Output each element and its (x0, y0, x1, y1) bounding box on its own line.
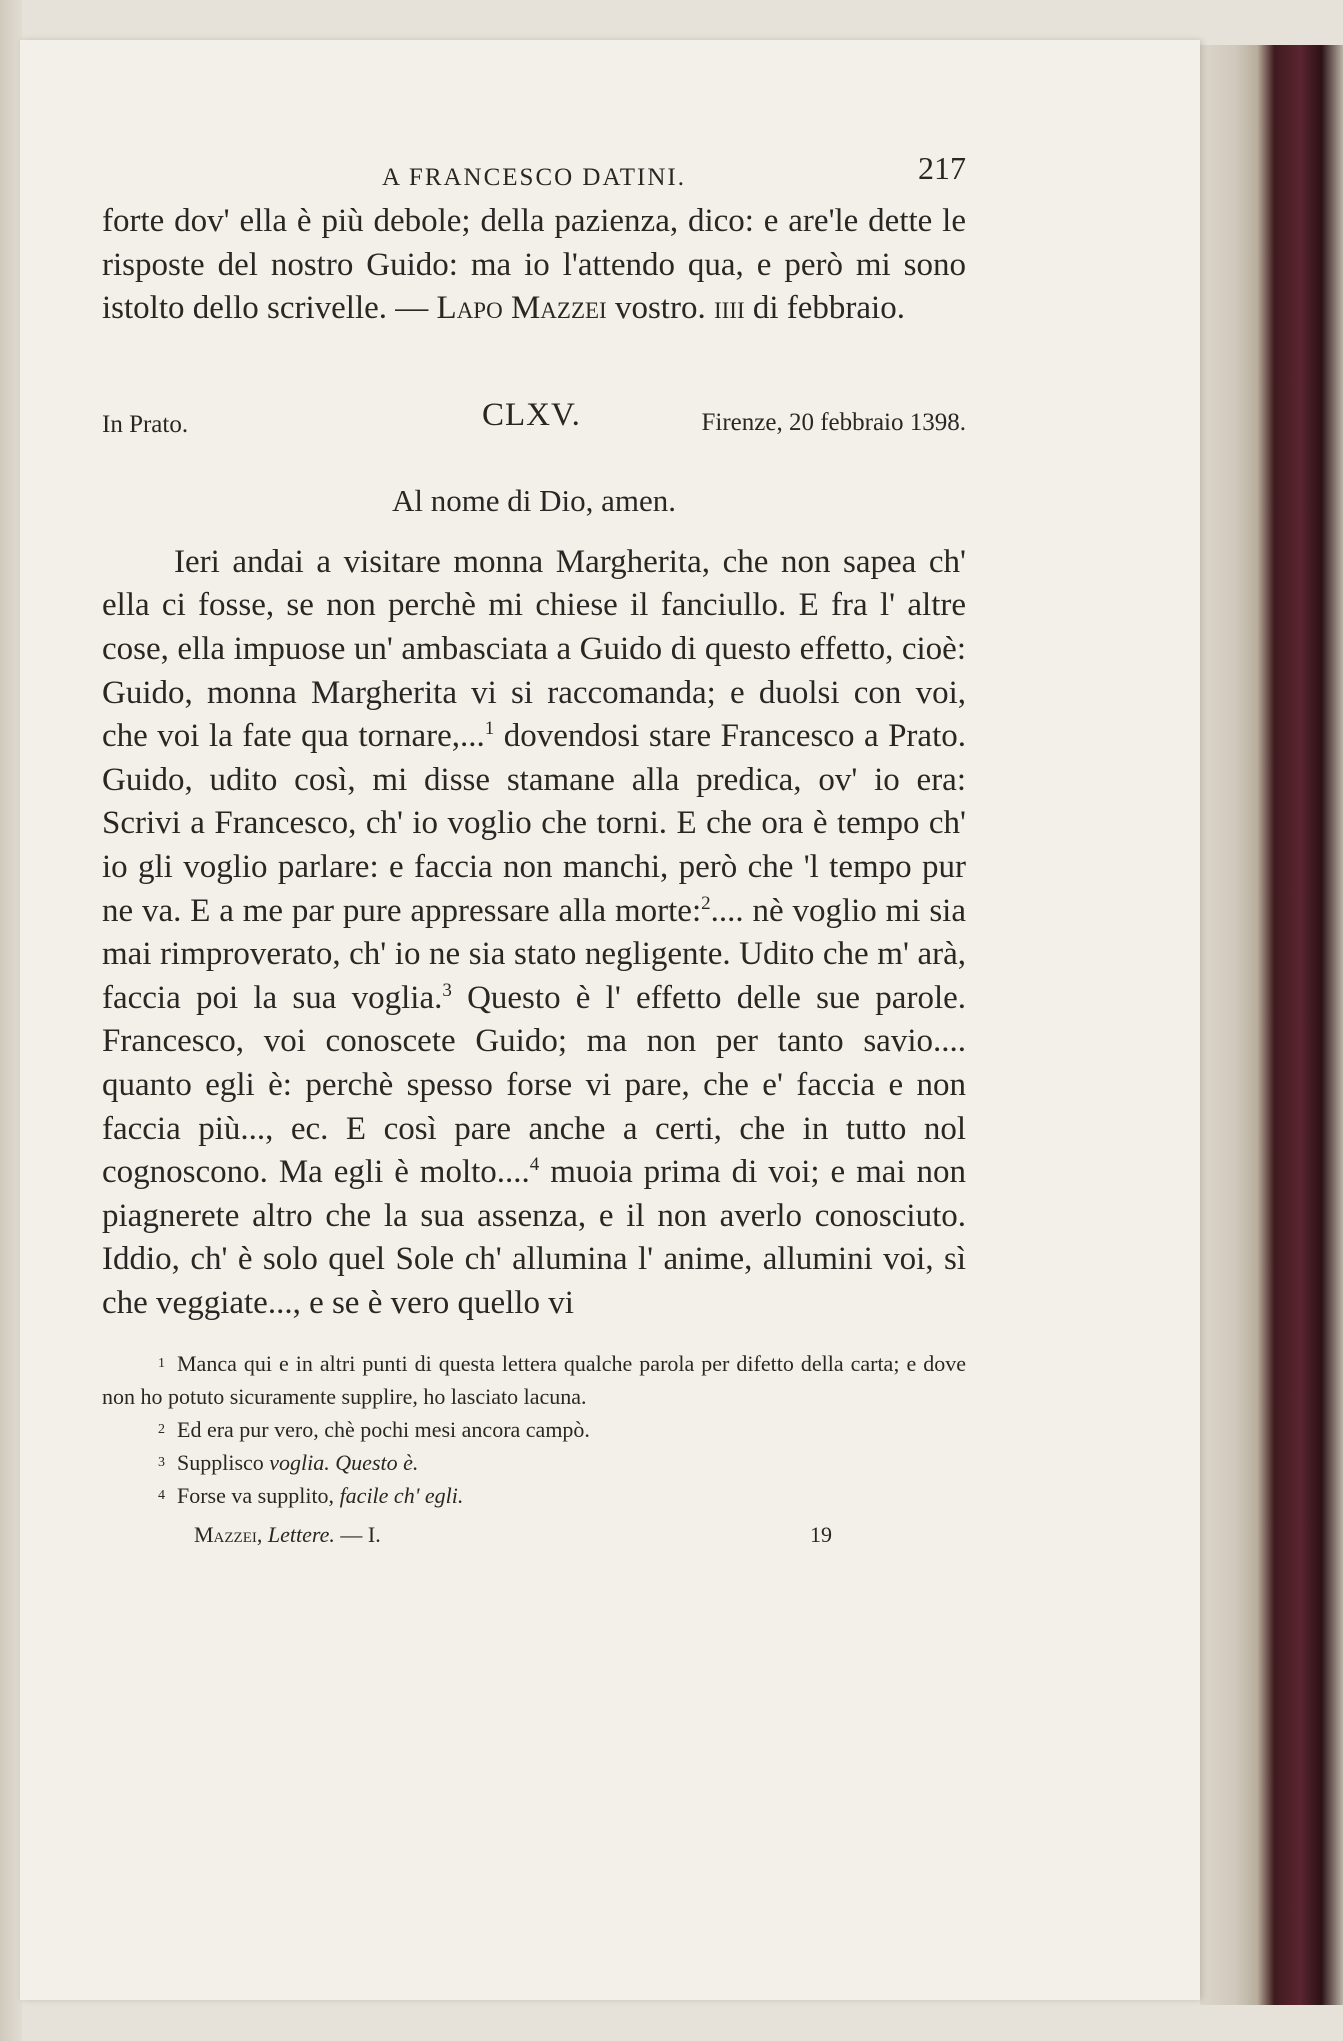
footer-volume: — I. (334, 1522, 381, 1548)
footer-work: Lettere. (267, 1522, 335, 1548)
page-footer (102, 1522, 966, 1562)
footnote-ref-4: 4 (529, 1154, 540, 1176)
footnote-text: Supplisco (177, 1450, 270, 1476)
footnote-italic-text: facile ch' egli. (339, 1483, 464, 1509)
letter-body-text: Ieri andai a visitare monna Margherita, che non sapea ch' ella ci fosse, se non perchè mi chiese il fanciullo. E fra l' altre cose, ella impuose un' ambasciata a Guido di questo effetto, cioè: Guido, monna Margherita vi si raccomanda; e duolsi con voi, che voi la fate qua tornare,... (102, 543, 966, 755)
footer-separator: , (256, 1522, 268, 1548)
letter-place-date: Firenze, 20 febbraio 1398. (701, 408, 966, 436)
previous-letter-text-3: di febbraio. (744, 290, 905, 327)
footnote-number: 1 (158, 1356, 165, 1372)
left-page-edge (0, 0, 22, 2041)
page-content (102, 150, 966, 1562)
footnotes (102, 1347, 966, 1512)
footnote-text: Ed era pur vero, chè pochi mesi ancora campò. (177, 1417, 590, 1443)
previous-letter-text-2: vostro. (606, 290, 714, 327)
footer-author: Mazzei (194, 1522, 257, 1548)
previous-letter-text: forte dov' ella è più debole; della pazienza, dico: e are'le dette le risposte del nostro Guido: ma io l'attendo qua, e però mi sono istolto dello scrivelle. — (102, 203, 966, 327)
running-head (102, 150, 966, 200)
footnote-2 (102, 1413, 966, 1446)
footnote-ref-3: 3 (442, 979, 452, 1001)
footnote-text: Forse va supplito, (177, 1483, 340, 1509)
letter-recipient-place: In Prato. (102, 410, 189, 438)
letter-body-text: dovendosi stare Francesco a Prato. Guido, udito così, mi disse stamane alla predica, ov' io era: Scrivi a Francesco, ch' io voglio che torni. E che ora è tempo ch' io gli voglio parlare: e faccia non manchi, però che 'l tempo pur ne va. E a me par pure appressare alla morte: (102, 718, 966, 929)
footnote-1 (102, 1347, 966, 1413)
footnote-ref-2: 2 (701, 892, 711, 914)
footnote-number: 4 (158, 1488, 165, 1504)
footnote-number: 3 (158, 1455, 165, 1471)
letter-body (102, 541, 966, 1326)
signature-mark: 19 (810, 1522, 832, 1548)
salutation: Al nome di Dio, amen. (391, 482, 677, 518)
footnote-4 (102, 1479, 966, 1512)
letter-number: CLXV. (482, 396, 581, 433)
previous-letter-ending (102, 200, 966, 331)
footer-book-title (194, 1522, 381, 1548)
book-page (20, 40, 1200, 2000)
signature: Lapo Mazzei (436, 290, 607, 327)
letter-heading (102, 397, 966, 457)
book-fore-edge (1200, 45, 1343, 2005)
date-numeral: iiii (713, 290, 745, 327)
letter-body-text: Questo è l' effetto delle sue parole. Francesco, voi conoscete Guido; ma non per tanto savio.... quanto egli è: perchè spesso forse vi pare, che e' faccia e non faccia più..., ec. E così pare anche a certi, che in tutto nol cognoscono. Ma egli è molto.... (102, 979, 967, 1191)
letter-body-text: .... nè voglio mi sia mai rimproverato, ch' io ne sia stato negligente. Udito che m' arà, faccia poi la sua voglia. (102, 892, 966, 1016)
running-title: A FRANCESCO DATINI. (381, 164, 686, 191)
footnote-italic-text: voglia. Questo è. (269, 1450, 419, 1476)
page-number: 217 (918, 150, 966, 186)
letter-body-text: muoia prima di voi; e mai non piagnerete altro che la sua assenza, e il non averlo conosciuto. Iddio, ch' è solo quel Sole ch' allumina l' anime, allumini voi, sì che veggiate..., e se è vero quello vi (102, 1154, 967, 1321)
footnote-number: 2 (158, 1422, 165, 1438)
footnote-ref-1: 1 (484, 718, 495, 740)
footnote-text: Manca qui e in altri punti di questa lettera qualche parola per difetto della carta; e dove non ho potuto sicuramente supplire, ho lasciato lacuna. (102, 1351, 966, 1410)
footnote-3 (102, 1446, 966, 1479)
